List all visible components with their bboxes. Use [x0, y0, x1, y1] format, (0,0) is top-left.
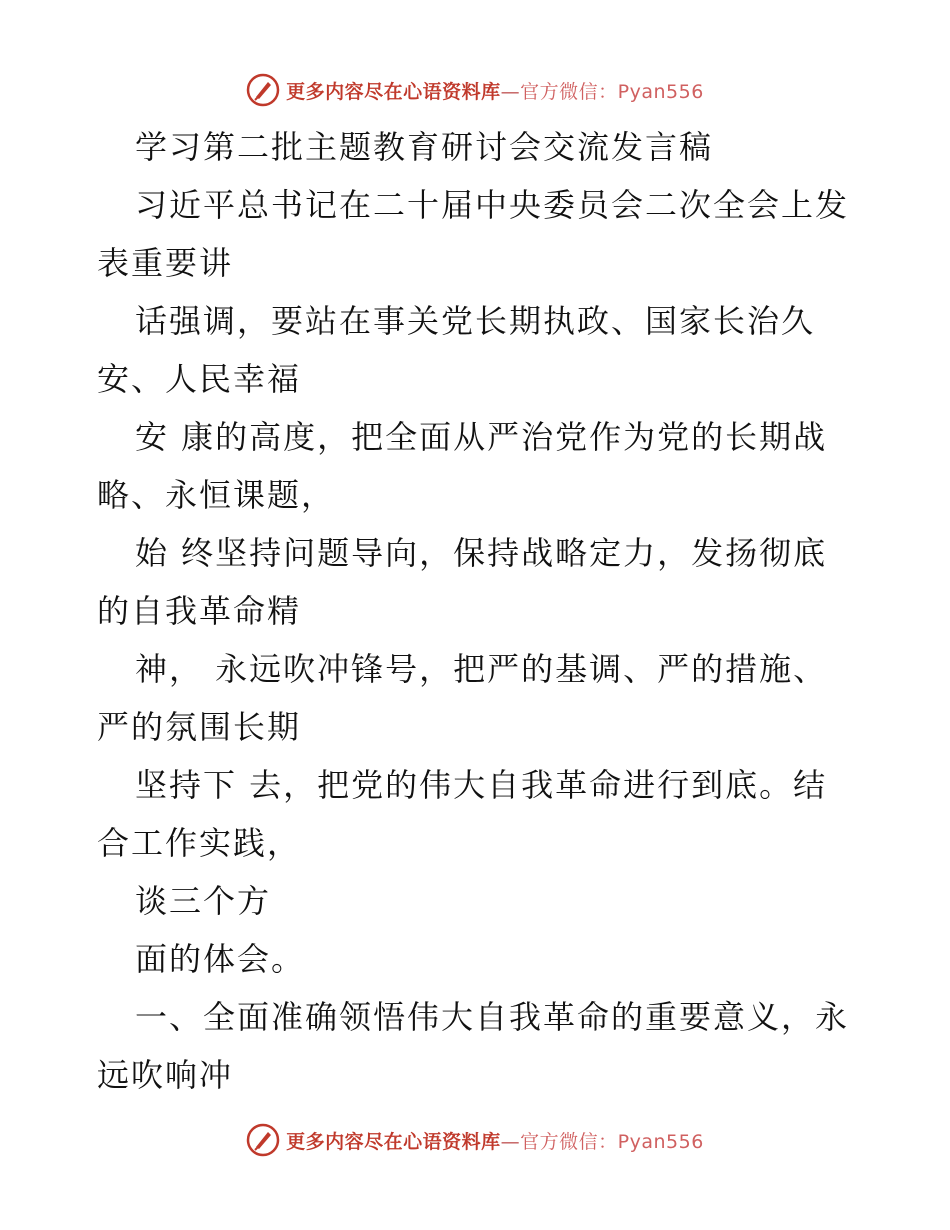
document-line: 谈三个方: [135, 882, 272, 920]
document-line: 的自我革命精: [97, 592, 302, 630]
document-line: 略、永恒课题，: [97, 476, 336, 514]
watermark-main: 更多内容尽在心语资料库: [286, 1130, 501, 1153]
watermark-wechat: 官方微信：Pyan556: [520, 1130, 704, 1153]
document-line: 远吹响冲: [97, 1056, 234, 1094]
watermark-footer: [0, 1120, 950, 1160]
document-line: 话强调，要站在事关党长期执政、国家长治久: [135, 302, 816, 340]
document-line: 学习第二批主题教育研讨会交流发言稿: [135, 128, 714, 166]
watermark-header: [0, 70, 950, 110]
document-body: [97, 118, 877, 1104]
document-line: 习近平总书记在二十届中央委员会二次全会上发: [135, 186, 850, 224]
watermark-separator: —: [500, 1130, 521, 1153]
watermark-main: 更多内容尽在心语资料库: [286, 80, 501, 103]
watermark-wechat: 官方微信：Pyan556: [520, 80, 704, 103]
document-line: 面的体会。: [135, 940, 306, 978]
document-line: 严的氛围长期: [97, 708, 302, 746]
document-line: 合工作实践，: [97, 824, 302, 862]
watermark-text: [286, 77, 704, 104]
document-line: 始 终坚持问题导向，保持战略定力，发扬彻底: [135, 534, 828, 572]
document-line: 坚持下 去，把党的伟大自我革命进行到底。结: [135, 766, 828, 804]
document-line: 表重要讲: [97, 244, 234, 282]
document-line: 神， 永远吹冲锋号，把严的基调、严的措施、: [135, 650, 828, 688]
document-line: 安、人民幸福: [97, 360, 302, 398]
quill-logo-icon: [246, 1123, 280, 1157]
watermark-separator: —: [500, 80, 521, 103]
document-line: 一、全面准确领悟伟大自我革命的重要意义，永: [135, 998, 850, 1036]
watermark-text: [286, 1127, 704, 1154]
document-line: 安 康的高度，把全面从严治党作为党的长期战: [135, 418, 828, 456]
quill-logo-icon: [246, 73, 280, 107]
